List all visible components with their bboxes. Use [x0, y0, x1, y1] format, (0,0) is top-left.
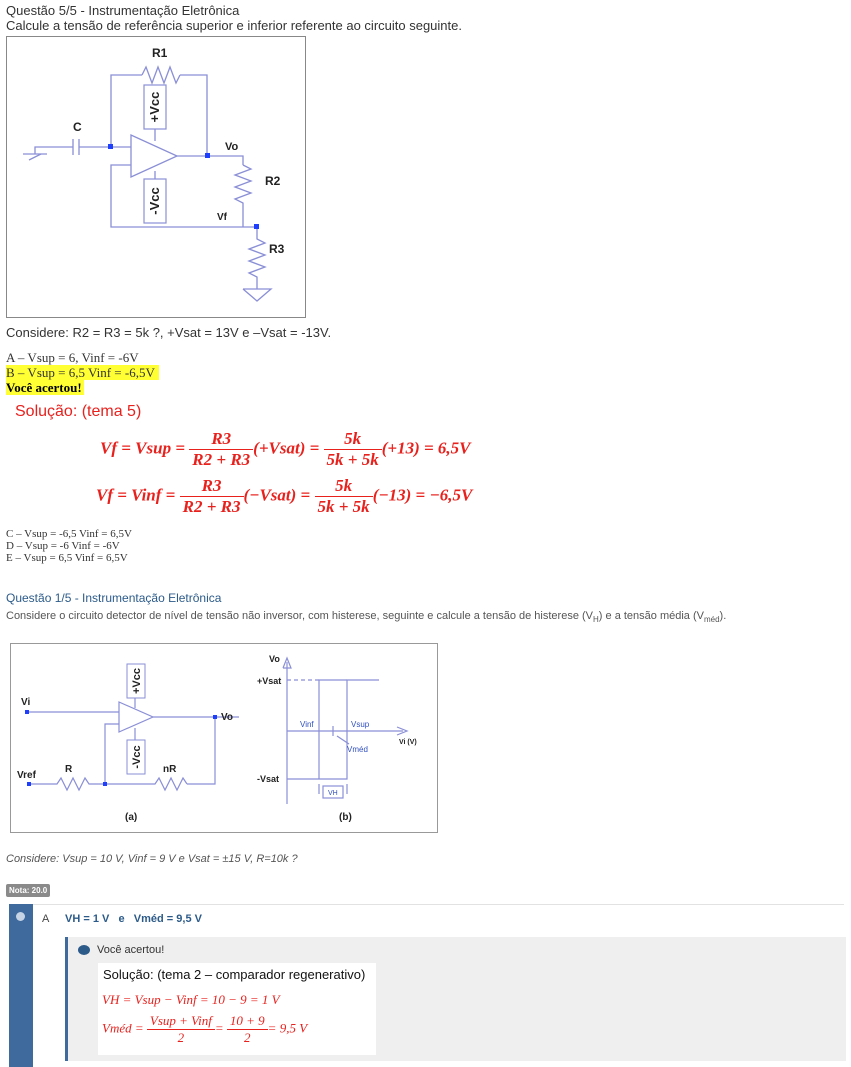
q1-vinf-label: Vinf: [300, 720, 314, 729]
q1-vcc-neg-label: -Vcc: [131, 745, 143, 769]
q1-circuit-diagram: [10, 643, 438, 833]
q1-answer-text[interactable]: VH = 1 V e Vméd = 9,5 V: [65, 913, 202, 925]
q5-vcc-pos-label: +Vcc: [147, 91, 162, 123]
q1-feedback-text: Você acertou!: [97, 944, 165, 956]
q1-vh-label: VH: [328, 790, 338, 797]
q5-solution-title: Solução: (tema 5): [15, 403, 142, 420]
q1-prompt: Considere o circuito detector de nível de tensão não inversor, com histerese, seguinte e calcule a tensão de histerese $(V_H)$ e a tensão média $(V_{méd})$.: [6, 610, 727, 625]
q5-circuit-diagram: [6, 36, 306, 318]
q1-caption-a: (a): [125, 812, 138, 823]
q5-option-e[interactable]: E – Vsup = 6,5 Vinf = 6,5V: [6, 552, 128, 564]
q1-solution-panel: [98, 963, 376, 1055]
q5-consider: Considere: R2 = R3 = 5k ?, +Vsat = 13V e –Vsat = -13V.: [6, 325, 332, 340]
q5-r3-label: R3: [269, 242, 285, 256]
q1-caption-b: (b): [339, 812, 352, 823]
q5-vcc-neg-label: -Vcc: [147, 187, 162, 215]
q5-header: Questão 5/5 - Instrumentação Eletrônica: [6, 3, 240, 18]
comment-icon: [78, 945, 90, 955]
q5-option-d[interactable]: D – Vsup = -6 Vinf = -6V: [6, 540, 120, 552]
q5-c-label: C: [73, 120, 82, 134]
q1-solution-title: Solução: (tema 2 – comparador regenerativo): [103, 967, 366, 982]
q1-r-label: R: [65, 764, 73, 775]
q5-vo-label: Vo: [225, 141, 239, 153]
q1-vref-label: Vref: [17, 770, 36, 781]
q1-vo-axis-label: Vo: [269, 654, 280, 664]
q1-solution-eq1: VH = Vsup − Vinf = 10 − 9 = 1 V: [102, 992, 280, 1007]
q1-feedback-box: [65, 937, 846, 1061]
q5-option-a[interactable]: A – Vsup = 6, Vinf = -6V: [6, 350, 139, 365]
q1-vcc-pos-label: +Vcc: [131, 668, 143, 694]
q5-r1-label: R1: [152, 46, 168, 60]
q1-vi-label: Vi: [21, 697, 31, 708]
q1-vmed-label: Vméd: [347, 745, 368, 754]
q1-vsup-label: Vsup: [351, 720, 370, 729]
q1-vsat-neg-label: -Vsat: [257, 774, 280, 784]
q1-solution-eq2: Vméd = $\frac{\text{Vsup + Vinf}}{2}$ = $\frac{10 + 9}{2}$ = 9,5 V: [102, 1013, 308, 1045]
q5-option-b[interactable]: B – Vsup = 6,5 Vinf = -6,5V: [6, 365, 159, 380]
q1-answer-letter: A: [42, 913, 50, 925]
q5-prompt: Calcule a tensão de referência superior e inferior referente ao circuito seguinte.: [6, 18, 462, 33]
q5-solution-eq1: Vf = Vsup = $\frac{R3}{R2 + R3}$ (+Vsat) = $\frac{5k}{5k + 5k}$ (+13) = 6,5V: [100, 429, 471, 469]
q1-vo-label: Vo: [221, 712, 234, 723]
q1-header: Questão 1/5 - Instrumentação Eletrônica: [6, 591, 222, 605]
q1-nr-label: nR: [163, 764, 177, 775]
q1-consider: Considere: Vsup = 10 V, Vinf = 9 V e Vsat = ±15 V, R=10k ?: [6, 853, 298, 865]
q1-vsat-pos-label: +Vsat: [257, 676, 282, 686]
q5-vf-label: Vf: [217, 212, 227, 223]
q1-grade-badge: Nota: 20.0: [6, 884, 50, 897]
radio-selected-icon[interactable]: [16, 912, 25, 921]
q5-solution-eq2: Vf = Vinf = $\frac{R3}{R2 + R3}$ (−Vsat) = $\frac{5k}{5k + 5k}$ (−13) = −6,5V: [96, 476, 473, 516]
q5-option-c[interactable]: C – Vsup = -6,5 Vinf = 6,5V: [6, 528, 132, 540]
q1-vi-axis-label: Vi (V): [399, 739, 417, 746]
q5-feedback: Você acertou!: [6, 380, 82, 395]
q1-answer-marker-bar: [9, 904, 33, 1067]
q5-r2-label: R2: [265, 174, 281, 188]
